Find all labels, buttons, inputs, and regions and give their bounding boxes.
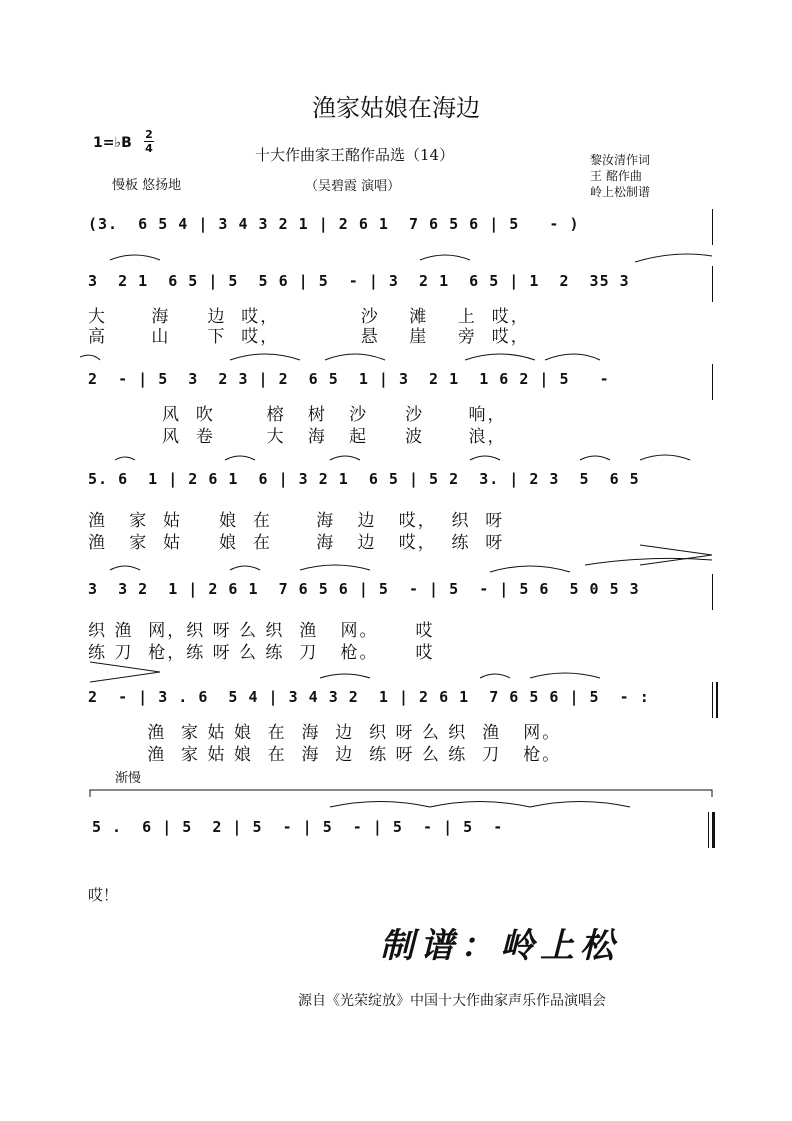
staff-4 — [0, 470, 792, 553]
final-barline-thin — [708, 812, 709, 848]
time-top: 2 — [145, 128, 153, 141]
barline — [712, 209, 713, 245]
staff-1 — [0, 215, 792, 265]
slur — [300, 565, 370, 570]
staff-6 — [0, 688, 792, 765]
barline — [712, 574, 713, 610]
slur — [330, 456, 360, 460]
staff-7-notes: 5 . 6 | 5 2 | 5 - | 5 - | 5 - | 5 - — [92, 818, 504, 836]
staff-5 — [0, 580, 792, 663]
staff-2-lyric-1: 大 海 边 哎， 沙 滩 上 哎， — [88, 307, 530, 327]
staff-2 — [0, 272, 792, 347]
staff-3-notes: 2 - | 5 3 2 3 | 2 6 5 1 | 3 2 1 1 6 2 | 5 - — [88, 370, 610, 388]
slur — [325, 354, 385, 360]
slur — [230, 354, 300, 360]
staff-3-lyric-2: 风 卷 大 海 起 波 浪， — [88, 427, 507, 447]
transcriber-credit: 岭上松制谱 — [590, 185, 651, 199]
slur — [490, 566, 570, 572]
staff-7 — [0, 818, 792, 868]
slur — [585, 558, 712, 565]
lyricist-credit: 黎汝清作词 — [590, 153, 651, 167]
staff-3-lyric-1: 风 吹 榕 树 沙 沙 响， — [88, 405, 507, 425]
staff-2-lyric-2: 高 山 下 哎， 悬 崖 旁 哎， — [88, 327, 530, 347]
staff-6-lyric-2: 渔 家 姑 娘 在 海 边 练 呀 么 练 刀 枪。 — [88, 745, 562, 765]
staff-4-notes: 5. 6 1 | 2 6 1 6 | 3 2 1 6 5 | 5 2 3. | 2 3 5 6 5 — [88, 470, 640, 488]
staff-4-lyric-1: 渔 家 姑 娘 在 海 边 哎， 织 呀 — [88, 511, 505, 531]
slur — [430, 802, 530, 808]
barline — [712, 266, 713, 302]
staff-5-lyric-1: 织 渔 网，织 呀 么 织 渔 网。 哎 — [88, 621, 435, 641]
bracket — [90, 790, 712, 797]
final-lyric: 哎！ — [88, 886, 119, 904]
slur — [230, 566, 260, 570]
staff-1-notes: (3. 6 5 4 | 3 4 3 2 1 | 2 6 1 7 6 5 6 | 5 - ) — [88, 215, 580, 233]
time-signature — [144, 128, 154, 155]
source-note: 源自《光荣绽放》中国十大作曲家声乐作品演唱会 — [298, 993, 606, 1009]
slur — [110, 566, 140, 570]
staff-3 — [0, 370, 792, 447]
slur — [80, 355, 100, 360]
slur — [530, 802, 630, 808]
slur — [640, 455, 690, 460]
staff-4-lyric-2: 渔 家 姑 娘 在 海 边 哎， 练 呀 — [88, 533, 505, 553]
staff-5-notes: 3 3 2 1 | 2 6 1 7 6 5 6 | 5 - | 5 - | 5 6 5 0 5 3 — [88, 580, 640, 598]
repeat-barline — [716, 682, 718, 718]
barline — [712, 682, 713, 718]
slur — [480, 674, 510, 678]
slur — [225, 456, 255, 460]
tempo-marking: 慢板 悠扬地 — [112, 178, 182, 193]
final-barline-thick — [712, 812, 715, 848]
decrescendo — [90, 662, 160, 682]
slur — [320, 674, 370, 678]
ritardando-marking: 渐慢 — [115, 771, 142, 786]
time-bottom: 4 — [145, 142, 153, 155]
transcriber-signature: 制谱：岭上松 — [380, 926, 620, 966]
subtitle: 十大作曲家王酩作品选（14） — [255, 146, 455, 164]
slur — [465, 354, 535, 360]
slur — [470, 456, 500, 460]
staff-2-notes: 3 2 1 6 5 | 5 5 6 | 5 - | 3 2 1 6 5 | 1 2 35 3 — [88, 272, 630, 290]
singer-credit: （吴碧霞 演唱） — [305, 179, 401, 194]
staff-6-lyric-1: 渔 家 姑 娘 在 海 边 织 呀 么 织 渔 网。 — [88, 723, 562, 743]
slur — [530, 673, 600, 678]
slur — [330, 802, 430, 808]
slur — [545, 354, 600, 360]
decrescendo — [640, 545, 712, 565]
key-signature: 1=♭B — [93, 135, 132, 151]
slur — [115, 457, 135, 460]
barline — [712, 364, 713, 400]
song-title: 渔家姑娘在海边 — [312, 94, 480, 122]
slur — [580, 456, 610, 460]
staff-6-notes: 2 - | 3 . 6 5 4 | 3 4 3 2 1 | 2 6 1 7 6 5 6 | 5 - : — [88, 688, 650, 706]
staff-5-lyric-2: 练 刀 枪，练 呀 么 练 刀 枪。 哎 — [88, 643, 435, 663]
composer-credit: 王 酩作曲 — [590, 169, 642, 183]
